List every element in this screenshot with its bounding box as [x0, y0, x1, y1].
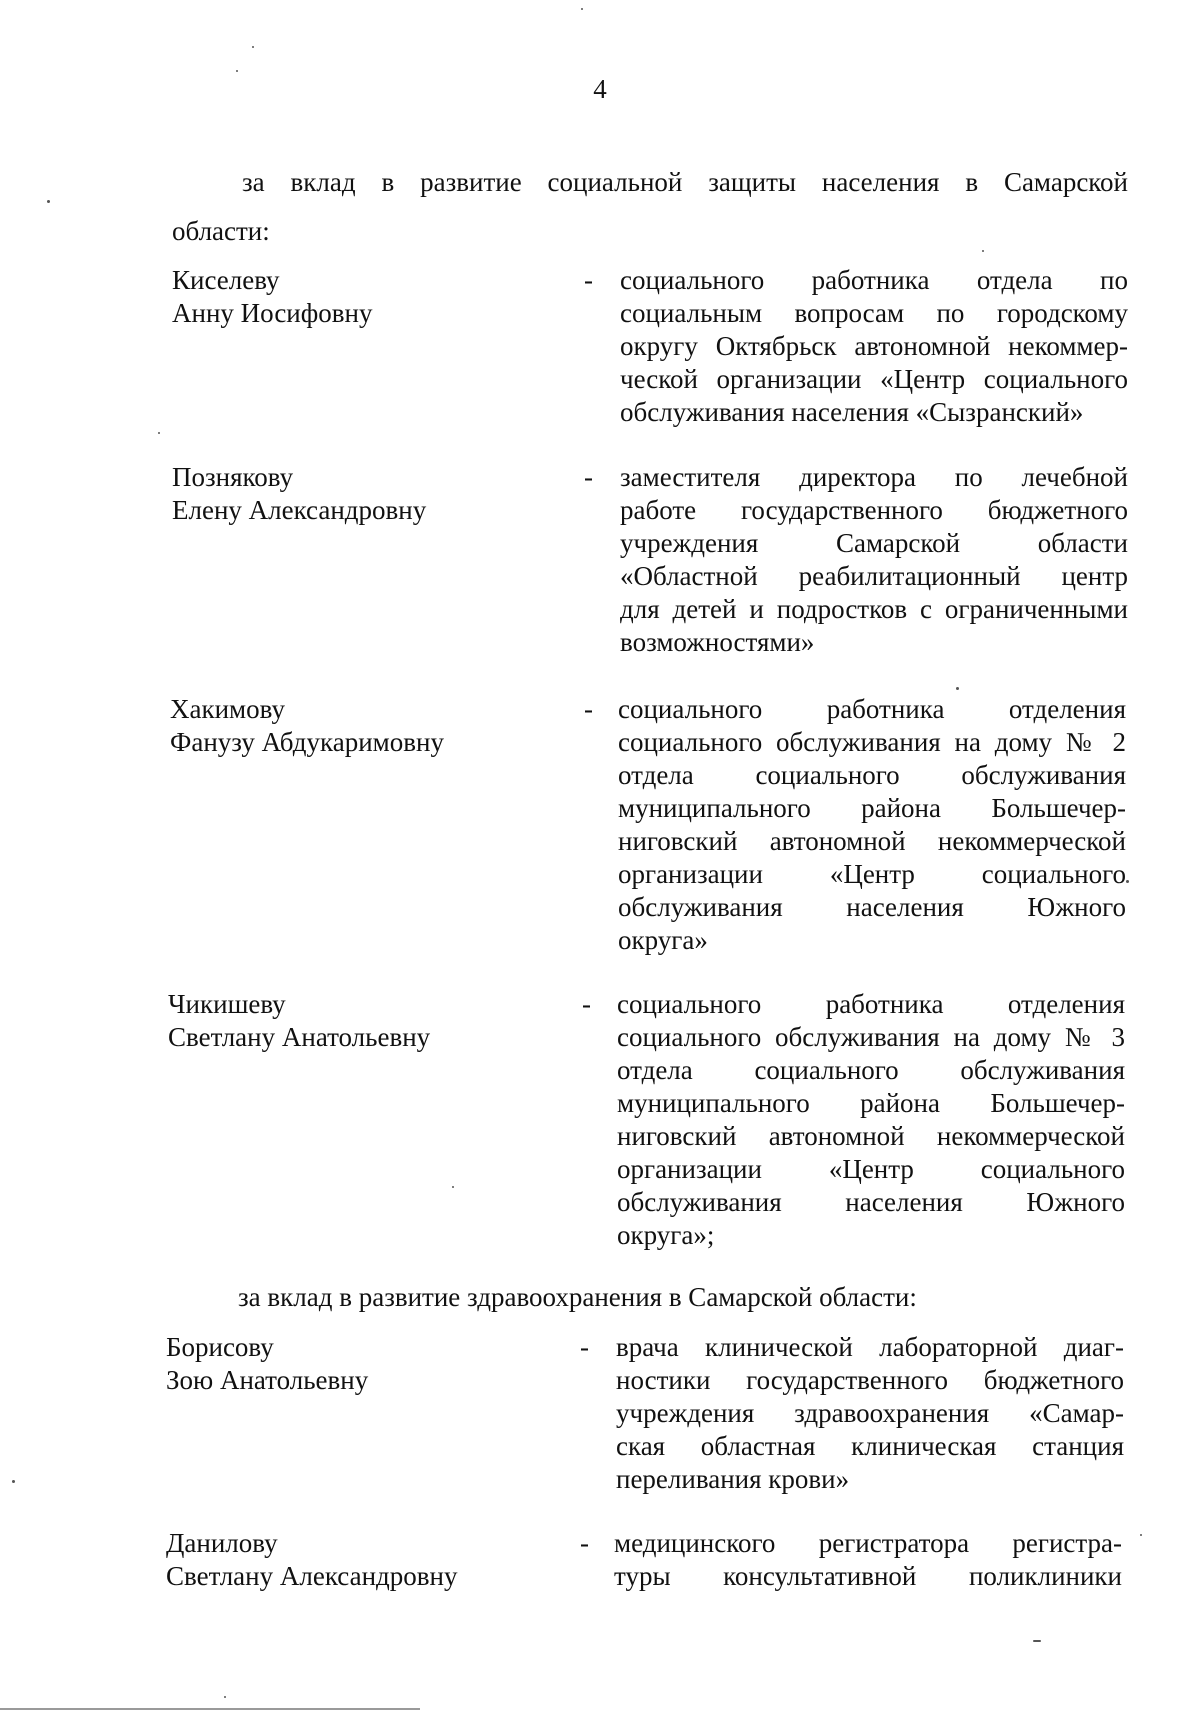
recipient-name [172, 461, 572, 527]
recipient-given-name: Зою Анатольевну [166, 1365, 369, 1395]
position-line: ская областная клиническая станция [616, 1431, 1124, 1461]
position-line: ниговский автономной некоммерческой [617, 1121, 1125, 1151]
recipient-position [617, 988, 1125, 1252]
page-number: 4 [593, 74, 607, 104]
position-line: переливания крови» [616, 1464, 850, 1494]
scan-speck [47, 200, 50, 203]
recipient-surname: Киселеву [172, 265, 280, 295]
position-line: возможностями» [620, 627, 815, 657]
position-line: медицинского регистратора регистра- [614, 1528, 1122, 1558]
position-line: обслуживания населения Южного [618, 892, 1126, 922]
recipient-given-name: Фанузу Абдукаримовну [170, 727, 444, 757]
position-line: ческой организации «Центр социального [620, 364, 1128, 394]
scan-speck [236, 70, 238, 72]
section-heading-line: области: [172, 216, 270, 246]
position-line: округа» [618, 925, 708, 955]
recipient-name [172, 264, 572, 330]
recipient-surname: Борисову [166, 1332, 274, 1362]
position-line: социального обслуживания на дому № 3 [617, 1022, 1125, 1052]
position-line: отдела социального обслуживания [617, 1055, 1125, 1085]
scan-speck [252, 46, 254, 48]
position-line: социального работника отдела по [620, 265, 1128, 295]
scan-speck [224, 1696, 226, 1698]
recipient-position [620, 264, 1128, 429]
recipient-given-name: Анну Иосифовну [172, 298, 373, 328]
position-line: туры консультативной поликлиники [614, 1561, 1122, 1591]
scan-speck [158, 432, 160, 434]
entry-dash: - [584, 265, 593, 295]
recipient-given-name: Елену Александровну [172, 495, 427, 525]
entry-dash: - [580, 1332, 589, 1362]
position-line: отдела социального обслуживания [618, 760, 1126, 790]
scan-speck [1140, 1534, 1142, 1536]
recipient-surname: Данилову [166, 1528, 278, 1558]
recipient-position [618, 693, 1126, 957]
recipient-name [166, 1527, 566, 1593]
scan-speck [956, 687, 959, 690]
position-line: социального работника отделения [618, 694, 1126, 724]
position-line: обслуживания населения Южного [617, 1187, 1125, 1217]
section-heading-healthcare [238, 1274, 1138, 1320]
position-line: социального работника отделения [617, 989, 1125, 1019]
position-line: округу Октябрьск автономной некоммер- [620, 331, 1128, 361]
position-line: муниципального района Большечер- [618, 793, 1126, 823]
position-line: для детей и подростков с ограниченными [620, 594, 1128, 624]
entry-dash: - [580, 1528, 589, 1558]
position-line: «Областной реабилитационный центр [620, 561, 1128, 591]
entry-dash: - [582, 989, 591, 1019]
position-line: ностики государственного бюджетного [616, 1365, 1124, 1395]
scan-speck [1126, 880, 1129, 883]
recipient-position [616, 1331, 1124, 1496]
position-line: округа»; [617, 1220, 715, 1250]
position-line: ниговский автономной некоммерческой [618, 826, 1126, 856]
section-heading-line: за вклад в развитие социальной защиты населения в Самарской [242, 167, 1128, 197]
position-line: организации «Центр социального [618, 859, 1126, 889]
recipient-surname: Хакимову [170, 694, 285, 724]
recipient-position [620, 461, 1128, 659]
recipient-surname: Чикишеву [168, 989, 286, 1019]
entry-dash: - [584, 462, 593, 492]
recipient-given-name: Светлану Анатольевну [168, 1022, 431, 1052]
position-line: учреждения здравоохранения «Самар- [616, 1398, 1124, 1428]
entry-dash: - [584, 694, 593, 724]
position-line: врача клинической лабораторной диаг- [616, 1332, 1124, 1362]
scan-speck [12, 1480, 15, 1483]
position-line: работе государственного бюджетного [620, 495, 1128, 525]
recipient-surname: Познякову [172, 462, 294, 492]
scan-speck [982, 250, 984, 252]
position-line: социального обслуживания на дому № 2 [618, 727, 1126, 757]
recipient-name [168, 988, 568, 1054]
recipient-given-name: Светлану Александровну [166, 1561, 458, 1591]
section-heading-social-protection [172, 162, 1128, 254]
position-line: организации «Центр социального [617, 1154, 1125, 1184]
scan-speck [1033, 1640, 1041, 1642]
bottom-edge-line [0, 1708, 420, 1710]
position-line: социальным вопросам по городскому [620, 298, 1128, 328]
scan-speck [581, 8, 583, 10]
position-line: учреждения Самарской области [620, 528, 1128, 558]
scan-speck [452, 1186, 454, 1188]
recipient-name [170, 693, 570, 759]
recipient-name [166, 1331, 566, 1397]
recipient-position [614, 1527, 1122, 1593]
position-line: заместителя директора по лечебной [620, 462, 1128, 492]
position-line: муниципального района Большечер- [617, 1088, 1125, 1118]
position-line: обслуживания населения «Сызранский» [620, 397, 1084, 427]
section-heading-line: за вклад в развитие здравоохранения в Самарской области: [238, 1282, 917, 1312]
